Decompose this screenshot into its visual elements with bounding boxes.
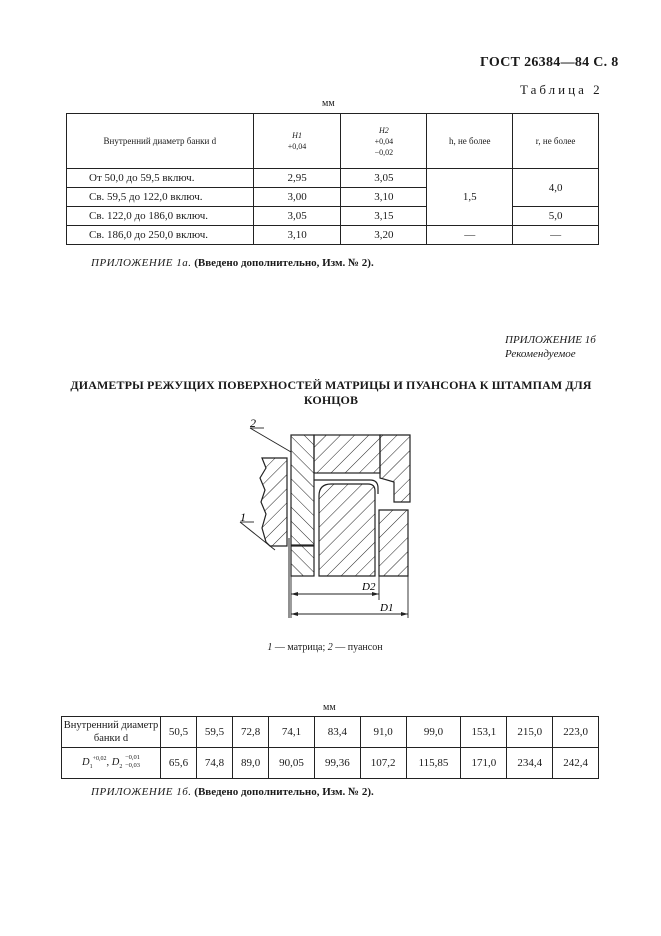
cell-value: 91,0 (360, 717, 406, 748)
cell-value: 99,36 (314, 748, 360, 779)
cell-value: 99,0 (406, 717, 461, 748)
cell-r-merged: 4,0 (513, 169, 599, 207)
appendix-title: ПРИЛОЖЕНИЕ 1б (505, 334, 596, 346)
cell-value: 215,0 (507, 717, 553, 748)
arrow-d1-right (401, 612, 408, 616)
cell-r: 5,0 (513, 207, 599, 226)
cell-value: 223,0 (553, 717, 599, 748)
col-header-h1 (253, 114, 341, 169)
table1-units: мм (322, 98, 335, 109)
table-row (67, 169, 599, 188)
cell-value: 74,1 (269, 717, 315, 748)
right-lower-block (379, 510, 408, 576)
cell-value: 83,4 (314, 717, 360, 748)
d2-tolerance (125, 754, 140, 770)
col-header-diameter: Внутренний диаметр банки d (67, 114, 254, 169)
cell-diameter: Св. 186,0 до 250,0 включ. (67, 226, 254, 245)
die-cross-section-diagram (230, 418, 430, 618)
row-label-inner-diameter: Внутренний диаметр банки d (62, 717, 161, 748)
label-d1: D1 (380, 602, 394, 614)
label-punch-number: 2 (250, 418, 256, 430)
arrow-d1-left (291, 612, 298, 616)
note-text: (Введено дополнительно, Изм. № 2). (194, 786, 374, 798)
matrix-body (260, 458, 287, 546)
separator: , (106, 756, 112, 768)
cell-h1: 2,95 (253, 169, 341, 188)
label-d2: D2 (362, 581, 376, 593)
note-prefix: ПРИЛОЖЕНИЕ 1б. (91, 786, 192, 798)
h2-label: H2 (378, 125, 389, 135)
cell-diameter: Св. 59,5 до 122,0 включ. (67, 188, 254, 207)
cell-h1: 3,05 (253, 207, 341, 226)
h2-tolerance-upper: +0,04 (374, 136, 394, 146)
table-caption: Таблица 2 (520, 82, 603, 97)
d2-tolerance-lower: −0,03 (124, 762, 140, 770)
note-appendix-1a (91, 257, 374, 269)
d2-symbol: D (111, 756, 120, 768)
arrow-d2-left (291, 592, 298, 596)
table-row (62, 717, 599, 748)
punch-column (291, 435, 314, 545)
right-upper-block (380, 435, 410, 502)
note-text: (Введено дополнительно, Изм. № 2). (194, 257, 374, 269)
caption-number-1: 1 (267, 642, 273, 653)
upper-block (314, 435, 380, 473)
d2-tolerance-upper: −0,01 (124, 754, 140, 762)
cell-h2: 3,10 (341, 188, 427, 207)
caption-punch: — пуансон (332, 642, 383, 653)
appendix-label (505, 333, 596, 361)
cell-value: 50,5 (161, 717, 197, 748)
h2-tolerance-lower: −0,02 (374, 147, 394, 157)
table2-units: мм (323, 702, 336, 713)
h1-label: H1 (292, 131, 302, 140)
d1-subscript: 1 (89, 763, 93, 770)
table-2 (66, 113, 599, 245)
cell-diameter: Св. 122,0 до 186,0 включ. (67, 207, 254, 226)
cell-value: 153,1 (461, 717, 507, 748)
cell-value: 234,4 (507, 748, 553, 779)
cell-h2: 3,20 (341, 226, 427, 245)
cell-r: — (513, 226, 599, 245)
label-matrix-number: 1 (240, 510, 246, 524)
cell-value: 89,0 (233, 748, 269, 779)
diameters-table (61, 716, 599, 779)
cell-h-merged: 1,5 (427, 169, 513, 226)
table-row (62, 748, 599, 779)
note-prefix: ПРИЛОЖЕНИЕ 1а. (91, 257, 192, 269)
cell-value: 115,85 (406, 748, 461, 779)
cell-h1: 3,00 (253, 188, 341, 207)
page-header: ГОСТ 26384—84 С. 8 (480, 55, 619, 70)
col-header-r: r, не более (513, 114, 599, 169)
col-header-h2 (341, 114, 427, 169)
cell-value: 107,2 (360, 748, 406, 779)
d2-subscript: 2 (119, 763, 123, 770)
punch-insert (319, 484, 375, 576)
note-appendix-1b (91, 786, 374, 798)
cell-value: 242,4 (553, 748, 599, 779)
d1-tolerance: +0,02 (92, 755, 107, 762)
figure-caption (240, 642, 410, 653)
h1-tolerance: +0,04 (287, 142, 307, 151)
cell-h1: 3,10 (253, 226, 341, 245)
col-header-h: h, не более (427, 114, 513, 169)
cell-h2: 3,15 (341, 207, 427, 226)
table-row (67, 207, 599, 226)
cell-value: 74,8 (197, 748, 233, 779)
cell-diameter: От 50,0 до 59,5 включ. (67, 169, 254, 188)
cell-value: 59,5 (197, 717, 233, 748)
cell-value: 65,6 (161, 748, 197, 779)
row-label-d1-d2 (62, 748, 161, 779)
cell-value: 72,8 (233, 717, 269, 748)
cell-value: 90,05 (269, 748, 315, 779)
caption-number-2: 2 (327, 642, 333, 653)
cell-h: — (427, 226, 513, 245)
lower-ring (291, 546, 314, 576)
section-heading: ДИАМЕТРЫ РЕЖУЩИХ ПОВЕРХНОСТЕЙ МАТРИЦЫ И ПУАНСОНА К ШТАМПАМ ДЛЯ КОНЦОВ (70, 378, 592, 407)
leader-2 (250, 428, 291, 452)
appendix-subtitle: Рекомендуемое (505, 348, 576, 360)
cell-value: 171,0 (461, 748, 507, 779)
table-row (67, 226, 599, 245)
d1-symbol: D (82, 756, 90, 768)
cell-h2: 3,05 (341, 169, 427, 188)
caption-matrix: — матрица; (272, 642, 328, 653)
